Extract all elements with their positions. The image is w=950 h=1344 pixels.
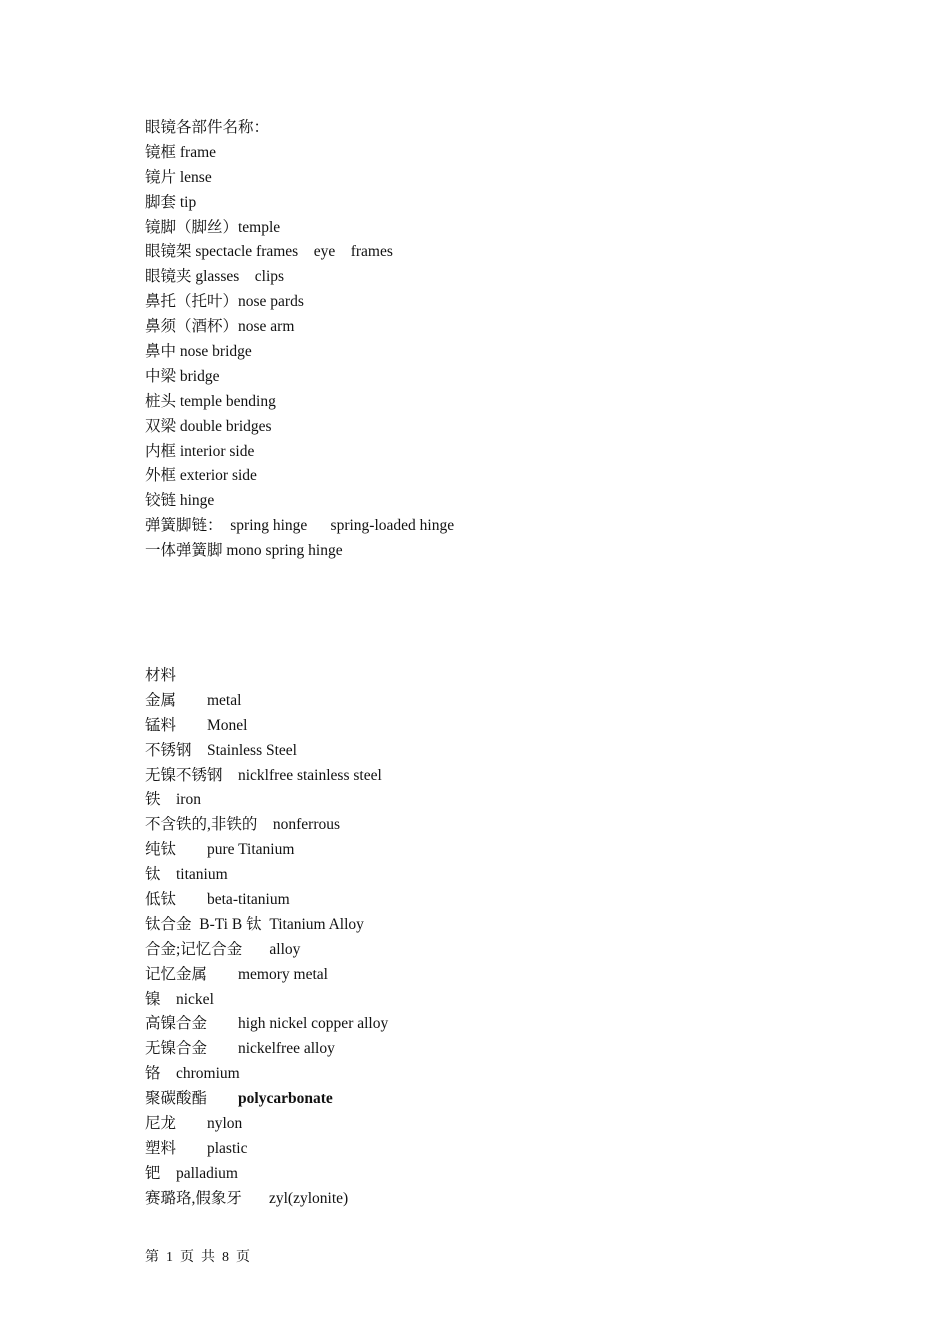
parts-line: 中梁 bridge — [145, 367, 220, 385]
parts-line: 镜脚（脚丝）temple — [145, 218, 281, 236]
parts-line: 外框 exterior side — [145, 467, 257, 485]
materials-section — [145, 664, 845, 1212]
materials-line: 镍 nickel — [145, 990, 214, 1008]
materials-line: 合金;记忆合金 alloy — [145, 940, 301, 958]
materials-line: 低钛 beta-titanium — [145, 891, 290, 909]
materials-line: 纯钛 pure Titanium — [145, 841, 295, 859]
materials-line: 塑料 plastic — [145, 1139, 248, 1157]
parts-line: 双梁 double bridges — [145, 417, 272, 435]
polycarbonate-translation: polycarbonate — [238, 1090, 333, 1108]
materials-line: 记忆金属 memory metal — [145, 965, 328, 983]
parts-line: 眼镜架 spectacle frames eye frames — [145, 243, 393, 261]
parts-line: 弹簧脚链： spring hinge spring-loaded hinge — [145, 517, 455, 535]
materials-line: 尼龙 nylon — [145, 1115, 243, 1133]
parts-line: 铰链 hinge — [145, 492, 215, 510]
materials-line: 铬 chromium — [145, 1065, 240, 1083]
polycarbonate-term: 聚碳酸酯 — [145, 1090, 239, 1108]
parts-line: 桩头 temple bending — [145, 392, 276, 410]
materials-line: 钛合金 B-Ti B 钛 Titanium Alloy — [145, 915, 364, 933]
materials-line: 无镍合金 nickelfree alloy — [145, 1040, 335, 1058]
parts-line: 鼻中 nose bridge — [145, 343, 252, 361]
parts-line: 鼻须（酒杯）nose arm — [145, 318, 295, 336]
materials-line: 赛璐珞,假象牙 zyl(zylonite) — [145, 1189, 349, 1207]
materials-line-polycarbonate — [145, 1087, 845, 1112]
materials-line: 金属 metal — [145, 691, 242, 709]
parts-line: 镜片 lense — [145, 168, 212, 186]
materials-line: 不含铁的,非铁的 nonferrous — [145, 816, 341, 834]
parts-line: 内框 interior side — [145, 442, 255, 460]
materials-line: 铁 iron — [145, 791, 201, 809]
parts-line: 眼镜夹 glasses clips — [145, 268, 285, 286]
parts-line: 脚套 tip — [145, 193, 197, 211]
materials-line: 锰料 Monel — [145, 716, 248, 734]
materials-heading: 材料 — [145, 667, 177, 684]
parts-section — [145, 116, 845, 564]
parts-line: 一体弹簧脚 mono spring hinge — [145, 542, 343, 560]
materials-line: 高镍合金 high nickel copper alloy — [145, 1015, 389, 1033]
materials-line: 钯 palladium — [145, 1164, 238, 1182]
parts-line: 镜框 frame — [145, 143, 217, 161]
materials-line: 钛 titanium — [145, 866, 228, 884]
page-footer: 第 1 页 共 8 页 — [145, 1250, 250, 1265]
materials-line: 不锈钢 Stainless Steel — [145, 741, 297, 759]
materials-line: 无镍不锈钢 nicklfree stainless steel — [145, 766, 382, 784]
parts-line: 鼻托（托叶）nose pards — [145, 293, 304, 311]
parts-heading: 眼镜各部件名称： — [145, 119, 270, 136]
